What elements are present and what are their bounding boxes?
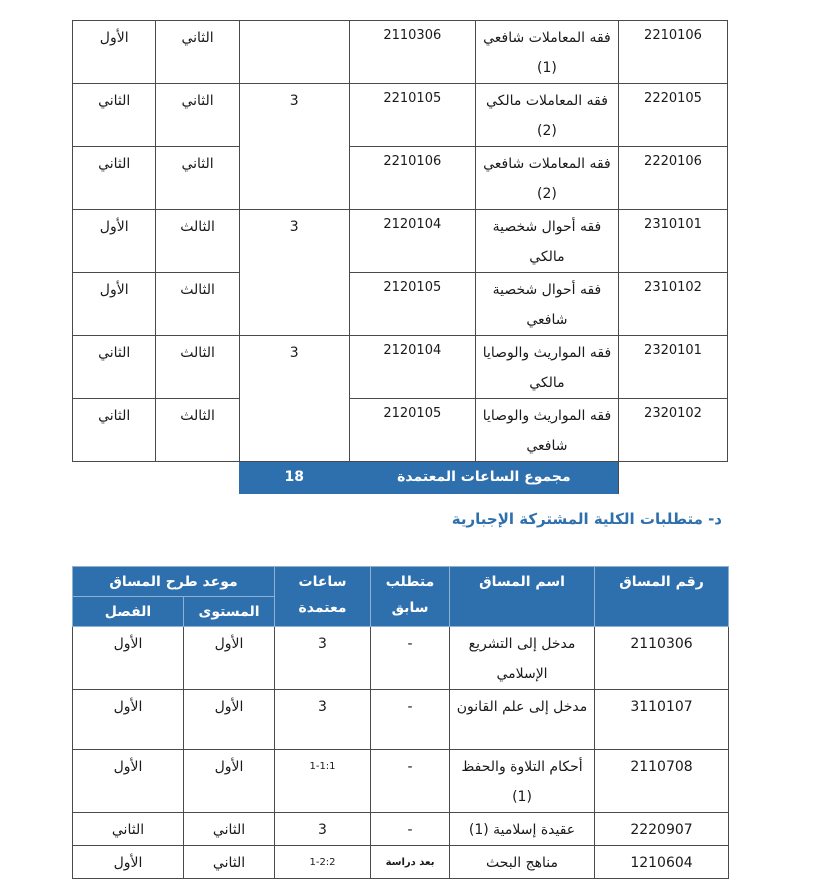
header-prereq: متطلب سابق (371, 567, 450, 627)
prerequisite: 2110306 (349, 21, 475, 84)
total-value: 18 (239, 462, 349, 494)
credit-hours: 3 (239, 84, 349, 210)
semester: الأول (73, 627, 184, 690)
header-code: رقم المساق (595, 567, 729, 627)
semester: الأول (73, 846, 184, 879)
semester: الثاني (73, 84, 156, 147)
prerequisite: 2210106 (349, 147, 475, 210)
header-semester: الفصل (73, 597, 184, 627)
college-requirements-table (72, 566, 729, 879)
header-name: اسم المساق (450, 567, 595, 627)
level: الأول (184, 750, 275, 813)
semester: الأول (73, 210, 156, 273)
table-row (73, 846, 729, 879)
prerequisite: 2120105 (349, 273, 475, 336)
total-row (73, 462, 728, 494)
empty-cell (619, 462, 728, 494)
prerequisite: 2120104 (349, 210, 475, 273)
prerequisite: - (371, 690, 450, 750)
course-name: فقه المعاملات شافعي (2) (475, 147, 618, 210)
course-name: فقه المعاملات شافعي (1) (475, 21, 618, 84)
prerequisite: - (371, 627, 450, 690)
course-name: مناهج البحث (450, 846, 595, 879)
course-name: أحكام التلاوة والحفظ (1) (450, 750, 595, 813)
semester: الثاني (73, 147, 156, 210)
course-code: 2210106 (619, 21, 728, 84)
course-name: فقه أحوال شخصية مالكي (475, 210, 618, 273)
level: الثاني (184, 846, 275, 879)
prerequisite: 2120105 (349, 399, 475, 462)
course-name: فقه أحوال شخصية شافعي (475, 273, 618, 336)
credit-hours: 1-1:1 (275, 750, 371, 813)
total-label: مجموع الساعات المعتمدة (349, 462, 618, 494)
header-level: المستوى (184, 597, 275, 627)
empty-cell (73, 462, 240, 494)
course-code: 3110107 (595, 690, 729, 750)
course-code: 2310102 (619, 273, 728, 336)
level: الأول (184, 627, 275, 690)
header-hours: ساعات معتمدة (275, 567, 371, 627)
level: الثالث (156, 336, 239, 399)
course-name: مدخل إلى علم القانون (450, 690, 595, 750)
credit-hours (239, 21, 349, 84)
course-name: فقه المعاملات مالكي (2) (475, 84, 618, 147)
level: الأول (184, 690, 275, 750)
table-row (73, 336, 728, 399)
course-name: فقه المواريث والوصايا مالكي (475, 336, 618, 399)
table-row (73, 147, 728, 210)
level: الثاني (184, 813, 275, 846)
course-code: 2320101 (619, 336, 728, 399)
course-code: 2310101 (619, 210, 728, 273)
section-heading: د- متطلبات الكلية المشتركة الإجبارية (451, 510, 722, 528)
credit-hours: 3 (275, 627, 371, 690)
level: الثاني (156, 21, 239, 84)
course-name: فقه المواريث والوصايا شافعي (475, 399, 618, 462)
table-row (73, 399, 728, 462)
table-row (73, 210, 728, 273)
semester: الثاني (73, 813, 184, 846)
semester: الأول (73, 750, 184, 813)
table-row (73, 84, 728, 147)
prerequisite: - (371, 813, 450, 846)
prerequisite: 2210105 (349, 84, 475, 147)
credit-hours: 3 (239, 210, 349, 336)
prerequisite: 2120104 (349, 336, 475, 399)
course-name: مدخل إلى التشريع الإسلامي (450, 627, 595, 690)
level: الثاني (156, 84, 239, 147)
level: الثاني (156, 147, 239, 210)
semester: الأول (73, 21, 156, 84)
prerequisite: - (371, 750, 450, 813)
level: الثالث (156, 273, 239, 336)
courses-table-top (72, 20, 728, 494)
header-schedule: موعد طرح المساق (73, 567, 275, 597)
course-code: 1210604 (595, 846, 729, 879)
semester: الثاني (73, 399, 156, 462)
table-row (73, 21, 728, 84)
credit-hours: 3 (275, 813, 371, 846)
credit-hours: 1-2:2 (275, 846, 371, 879)
semester: الأول (73, 273, 156, 336)
course-code: 2110306 (595, 627, 729, 690)
course-name: عقيدة إسلامية (1) (450, 813, 595, 846)
header-row (73, 567, 729, 597)
level: الثالث (156, 399, 239, 462)
credit-hours: 3 (239, 336, 349, 462)
table-row (73, 813, 729, 846)
semester: الأول (73, 690, 184, 750)
course-code: 2220105 (619, 84, 728, 147)
table-row (73, 627, 729, 690)
course-code: 2320102 (619, 399, 728, 462)
table-row (73, 750, 729, 813)
table-row (73, 273, 728, 336)
course-code: 2220106 (619, 147, 728, 210)
prerequisite: بعد دراسة (371, 846, 450, 879)
course-code: 2220907 (595, 813, 729, 846)
course-code: 2110708 (595, 750, 729, 813)
table-row (73, 690, 729, 750)
credit-hours: 3 (275, 690, 371, 750)
semester: الثاني (73, 336, 156, 399)
level: الثالث (156, 210, 239, 273)
